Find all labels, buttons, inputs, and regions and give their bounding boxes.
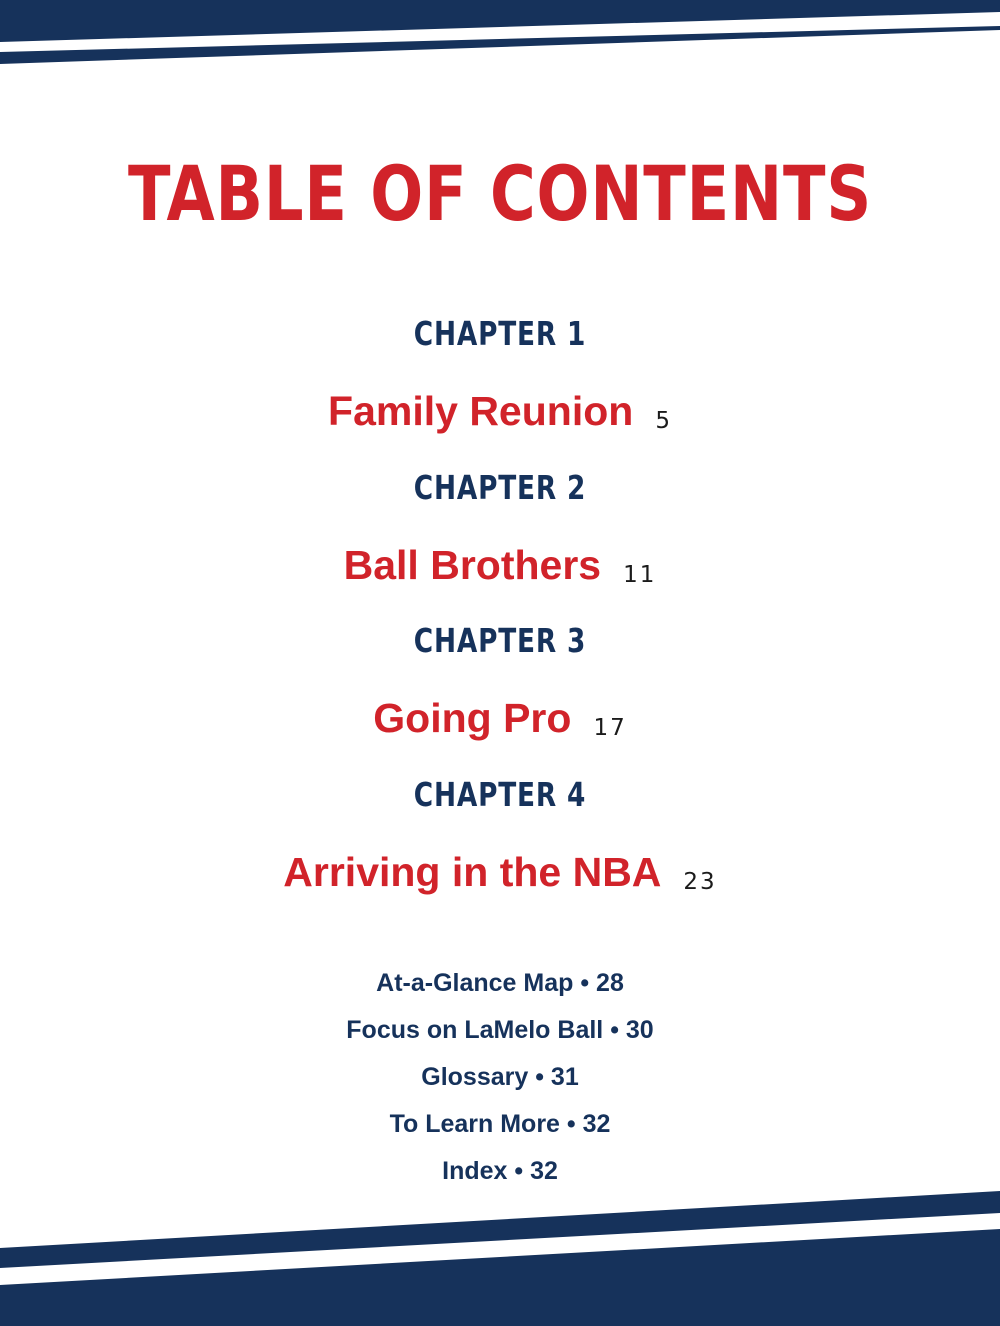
chapter-entry-4[interactable] <box>0 775 1000 907</box>
back-matter-list <box>0 960 1000 1195</box>
chapter-label: CHAPTER 3 <box>413 621 587 660</box>
chapter-page-number: 11 <box>623 562 657 588</box>
back-matter-item-focus[interactable]: Focus on LaMelo Ball • 30 <box>346 1016 654 1044</box>
back-matter-item-map[interactable]: At-a-Glance Map • 28 <box>376 969 624 997</box>
chapter-title: Ball Brothers <box>343 542 602 588</box>
chapter-title: Arriving in the NBA <box>283 849 662 895</box>
bottom-stripe-decoration <box>0 1191 1000 1326</box>
back-matter-item-learn-more[interactable]: To Learn More • 32 <box>389 1110 611 1138</box>
chapter-page-number: 5 <box>655 408 672 434</box>
chapter-page-number: 23 <box>683 869 717 895</box>
back-matter-item-glossary[interactable]: Glossary • 31 <box>421 1063 579 1091</box>
chapter-entry-3[interactable] <box>0 621 1000 753</box>
top-stripe-decoration <box>0 0 1000 70</box>
back-matter-item-index[interactable]: Index • 32 <box>442 1157 558 1185</box>
chapter-page-number: 17 <box>593 715 627 741</box>
page-title: TABLE OF CONTENTS <box>127 149 873 238</box>
chapter-title: Family Reunion <box>328 388 634 434</box>
chapter-label: CHAPTER 2 <box>413 468 587 507</box>
chapter-title: Going Pro <box>373 695 572 741</box>
chapter-entry-1[interactable] <box>0 314 1000 446</box>
chapter-entry-2[interactable] <box>0 468 1000 600</box>
chapter-label: CHAPTER 1 <box>413 314 587 353</box>
chapter-label: CHAPTER 4 <box>413 775 587 814</box>
